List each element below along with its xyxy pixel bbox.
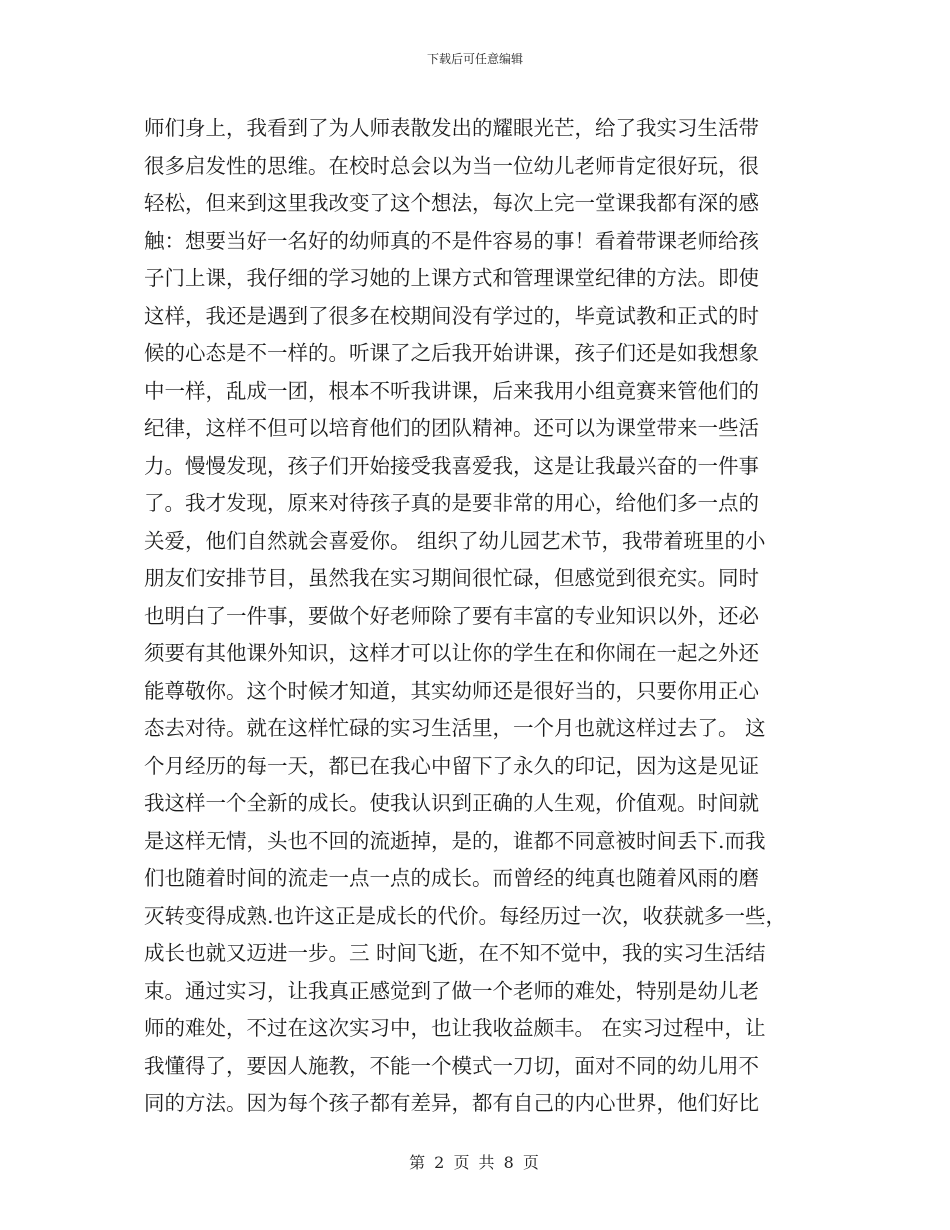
text-line: 很多启发性的思维。在校时总会以为当一位幼儿老师肯定很好玩，很: [144, 153, 759, 178]
text-line: 灭转变得成熟.也许这正是成长的代价。每经历过一次，收获就多一些，: [144, 903, 787, 928]
text-line: 关爱，他们自然就会喜爱你。 组织了幼儿园艺术节，我带着班里的小: [144, 528, 766, 553]
text-line: 这样，我还是遇到了很多在校期间没有学过的，毕竟试教和正式的时: [144, 303, 759, 328]
text-line: 我懂得了，要因人施教，不能一个模式一刀切，面对不同的幼儿用不: [144, 1053, 759, 1078]
text-line: 力。慢慢发现，孩子们开始接受我喜爱我，这是让我最兴奋的一件事: [144, 453, 759, 478]
text-line: 师的难处，不过在这次实习中，也让我收益颇丰。 在实习过程中，让: [144, 1016, 766, 1040]
text-line: 轻松，但来到这里我改变了这个想法，每次上完一堂课我都有深的感: [144, 191, 759, 215]
document-body: [144, 110, 824, 1123]
text-line: 师们身上，我看到了为人师表散发出的耀眼光芒，给了我实习生活带: [144, 116, 759, 140]
text-line: 个月经历的每一天，都已在我心中留下了永久的印记，因为这是见证: [144, 753, 759, 778]
text-line: 成长也就又迈进一步。三 时间飞逝，在不知不觉中，我的实习生活结: [144, 941, 766, 965]
text-line: 候的心态是不一样的。听课了之后我开始讲课，孩子们还是如我想象: [144, 341, 759, 365]
text-line: 我这样一个全新的成长。使我认识到正确的人生观，价值观。时间就: [144, 791, 759, 815]
text-line: 朋友们安排节目，虽然我在实习期间很忙碌，但感觉到很充实。同时: [144, 566, 759, 590]
text-line: 们也随着时间的流走一点一点的成长。而曾经的纯真也随着风雨的磨: [144, 866, 759, 890]
text-line: 中一样，乱成一团，根本不听我讲课，后来我用小组竟赛来管他们的: [144, 378, 759, 403]
text-line: 触：想要当好一名好的幼师真的不是件容易的事！看着带课老师给孩: [144, 228, 759, 253]
text-line: 了。我才发现，原来对待孩子真的是要非常的用心，给他们多一点的: [144, 491, 759, 515]
text-line: 是这样无情，头也不回的流逝掉，是的，谁都不同意被时间丢下.而我: [144, 828, 766, 853]
text-line: 同的方法。因为每个孩子都有差异，都有自己的内心世界，他们好比: [144, 1091, 759, 1115]
page-header: 下载后可任意编辑: [426, 52, 523, 66]
text-line: 态去对待。就在这样忙碌的实习生活里，一个月也就这样过去了。 这: [144, 716, 766, 740]
text-line: 也明白了一件事，要做个好老师除了要有丰富的专业知识以外，还必: [144, 603, 759, 628]
text-line: 须要有其他课外知识，这样才可以让你的学生在和你闹在一起之外还: [144, 641, 759, 665]
text-line: 束。通过实习，让我真正感觉到了做一个老师的难处，特别是幼儿老: [144, 978, 759, 1003]
text-line: 子门上课，我仔细的学习她的上课方式和管理课堂纪律的方法。即使: [144, 266, 759, 290]
text-line: 能尊敬你。这个时候才知道，其实幼师还是很好当的，只要你用正心: [144, 678, 759, 703]
page-footer: 第 2 页 共 8 页: [409, 1153, 541, 1172]
text-line: 纪律，这样不但可以培育他们的团队精神。还可以为课堂带来一些活: [144, 416, 759, 440]
